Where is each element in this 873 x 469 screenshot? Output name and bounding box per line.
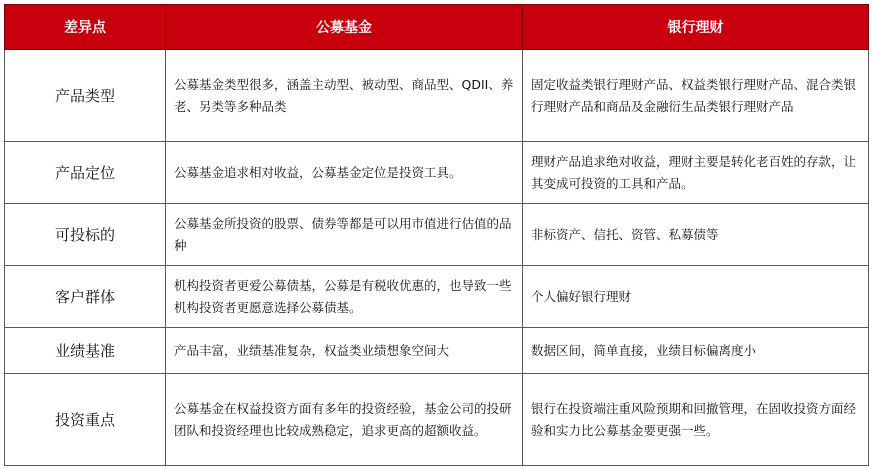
bank-cell: 个人偏好银行理财 (523, 266, 869, 328)
table-row (5, 328, 869, 374)
row-label: 产品类型 (5, 50, 166, 142)
bank-cell: 固定收益类银行理财产品、权益类银行理财产品、混合类银行理财产品和商品及金融衍生品类银行理财产品 (523, 50, 869, 142)
row-label: 投资重点 (5, 374, 166, 466)
header-row (5, 5, 869, 50)
bank-cell: 银行在投资端注重风险预期和回撤管理，在固收投资方面经验和实力比公募基金要更强一些。 (523, 374, 869, 466)
fund-cell: 产品丰富，业绩基准复杂，权益类业绩想象空间大 (166, 328, 523, 374)
row-label: 业绩基准 (5, 328, 166, 374)
header-difference: 差异点 (5, 5, 166, 50)
table-header (5, 5, 869, 50)
table-row (5, 374, 869, 466)
header-public-fund: 公募基金 (166, 5, 523, 50)
row-label: 产品定位 (5, 142, 166, 204)
bank-cell: 数据区间，简单直接，业绩目标偏离度小 (523, 328, 869, 374)
fund-cell: 公募基金在权益投资方面有多年的投资经验，基金公司的投研团队和投资经理也比较成熟稳定，追求更高的超额收益。 (166, 374, 523, 466)
table-body (5, 50, 869, 466)
row-label: 可投标的 (5, 204, 166, 266)
bank-cell: 理财产品追求绝对收益，理财主要是转化老百姓的存款，让其变成可投资的工具和产品。 (523, 142, 869, 204)
fund-cell: 公募基金追求相对收益，公募基金定位是投资工具。 (166, 142, 523, 204)
comparison-table (4, 4, 869, 466)
header-bank-wealth: 银行理财 (523, 5, 869, 50)
fund-cell: 公募基金所投资的股票、债券等都是可以用市值进行估值的品种 (166, 204, 523, 266)
table-row (5, 142, 869, 204)
table-row (5, 50, 869, 142)
fund-cell: 公募基金类型很多，涵盖主动型、被动型、商品型、QDII、养老、另类等多种品类 (166, 50, 523, 142)
row-label: 客户群体 (5, 266, 166, 328)
fund-cell: 机构投资者更爱公募债基，公募是有税收优惠的，也导致一些机构投资者更愿意选择公募债基。 (166, 266, 523, 328)
bank-cell: 非标资产、信托、资管、私募债等 (523, 204, 869, 266)
table-row (5, 266, 869, 328)
table-row (5, 204, 869, 266)
